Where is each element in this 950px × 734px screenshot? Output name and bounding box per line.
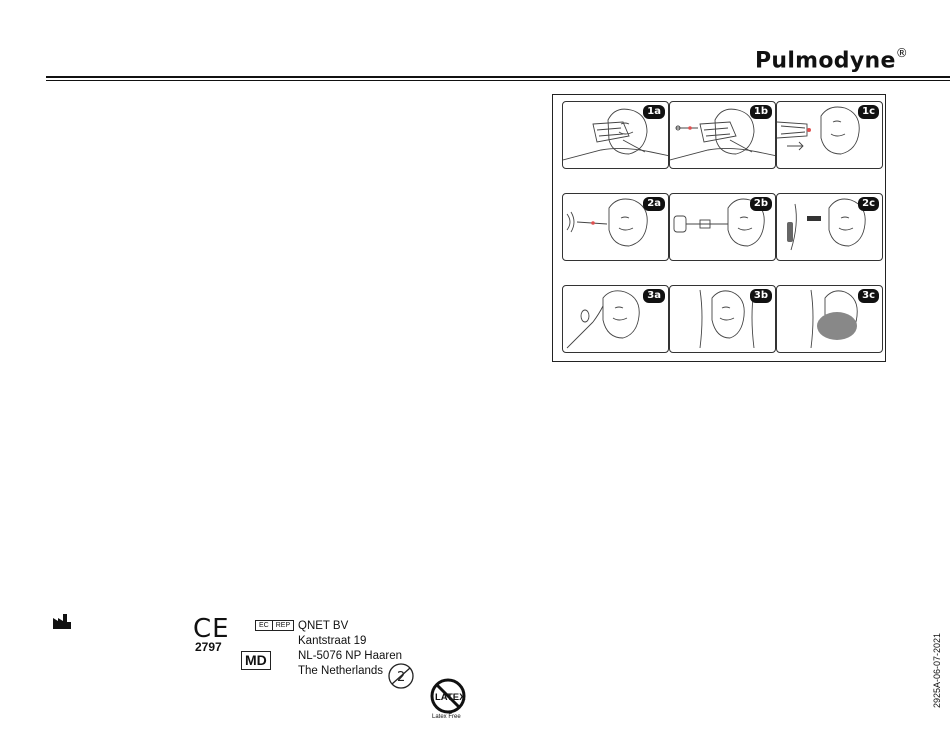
latex-symbol-text: LATEX — [435, 692, 466, 703]
panel-label: 2b — [750, 197, 772, 211]
medical-device-symbol: MD — [241, 651, 271, 670]
panel-label: 1b — [750, 105, 772, 119]
instruction-figure — [552, 94, 886, 362]
registered-mark: ® — [895, 46, 908, 60]
latex-free-icon — [428, 677, 468, 715]
ec-rep-right: REP — [272, 621, 293, 630]
panel-label: 3c — [858, 289, 879, 303]
address-line: QNET BV — [298, 620, 349, 632]
figure-panel-2b — [669, 193, 776, 261]
panel-label: 1c — [858, 105, 879, 119]
ec-rep-left: EC — [259, 622, 269, 629]
figure-panel-1a — [562, 101, 669, 169]
panel-label: 2a — [643, 197, 665, 211]
panel-label: 3a — [643, 289, 665, 303]
figure-panel-1c — [776, 101, 883, 169]
svg-text:2: 2 — [397, 670, 406, 685]
header-rule-thick — [46, 76, 950, 78]
figure-panel-3a — [562, 285, 669, 353]
do-not-reuse-icon — [387, 662, 415, 690]
panel-label: 1a — [643, 105, 665, 119]
figure-panel-2a — [562, 193, 669, 261]
ec-rep-symbol — [255, 620, 294, 631]
panel-label: 2c — [858, 197, 879, 211]
ce-mark: CE — [193, 614, 230, 644]
notified-body-number: 2797 — [195, 640, 222, 654]
figure-panel-3b — [669, 285, 776, 353]
document-code: 2925A-06-07-2021 — [932, 632, 942, 708]
brand-name: Pulmodyne — [754, 48, 896, 74]
figure-panel-1b — [669, 101, 776, 169]
brand-logo — [755, 48, 908, 73]
factory-icon — [52, 612, 72, 630]
address-line: NL-5076 NP Haaren — [298, 650, 402, 662]
header-rule-thin — [46, 80, 950, 81]
figure-panel-3c — [776, 285, 883, 353]
latex-free-caption: Latex Free — [432, 714, 461, 720]
figure-panel-2c — [776, 193, 883, 261]
panel-label: 3b — [750, 289, 772, 303]
address-line: Kantstraat 19 — [298, 635, 367, 647]
address-line: The Netherlands — [298, 665, 384, 677]
